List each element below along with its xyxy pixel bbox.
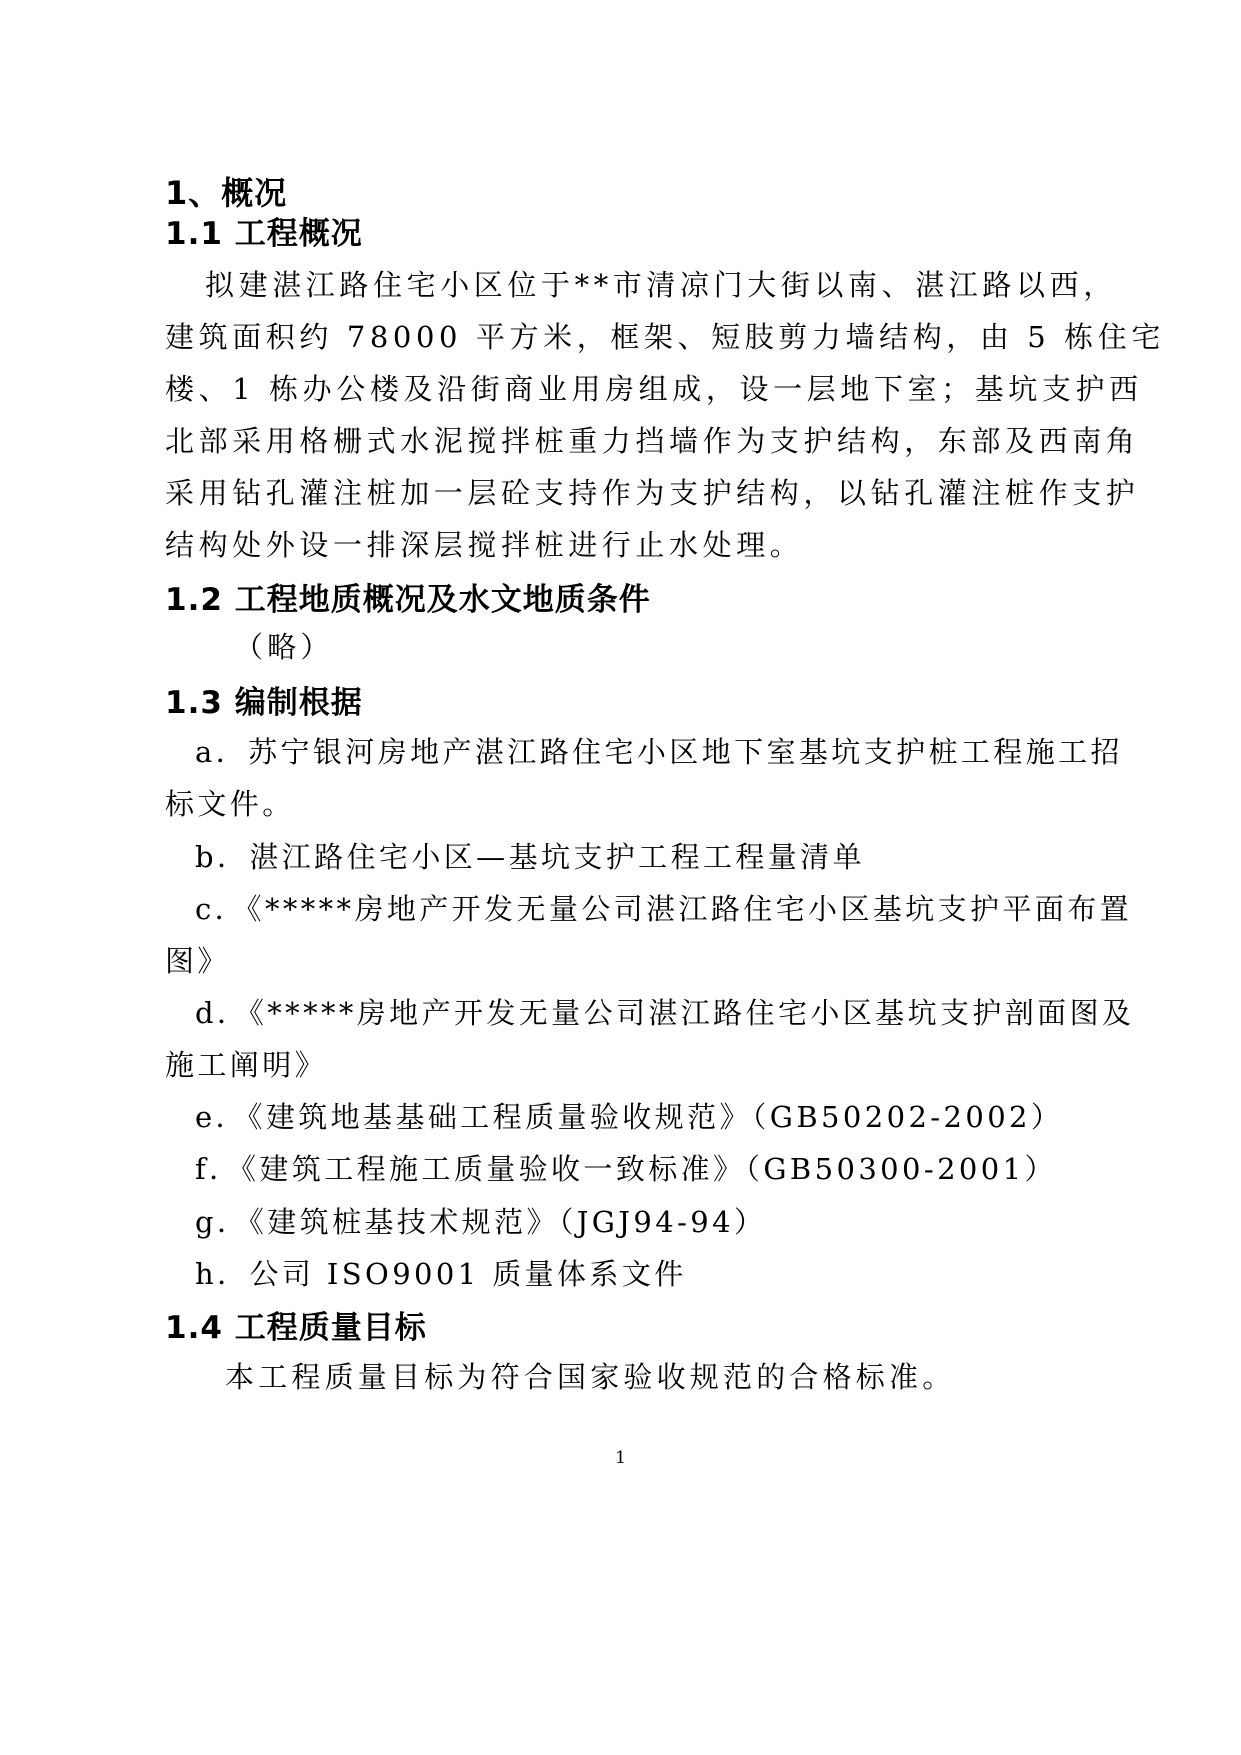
reference-c: c．《*****房地产开发无量公司湛江路住宅小区基坑支护平面布置 [195, 892, 1133, 926]
reference-a: a．苏宁银河房地产湛江路住宅小区地下室基坑支护桩工程施工招 [195, 735, 1123, 769]
section-1-4-body: 本工程质量目标为符合国家验收规范的合格标准。 [225, 1360, 956, 1394]
reference-h: h．公司 ISO9001 质量体系文件 [195, 1257, 687, 1291]
section-1-4-heading: 1.4 工程质量目标 [165, 1310, 427, 1346]
reference-d-cont: 施工阐明》 [165, 1048, 328, 1082]
reference-f: f．《建筑工程施工质量验收一致标准》（GB50300-2001） [195, 1152, 1057, 1186]
section-1-3-heading: 1.3 编制根据 [165, 685, 363, 721]
paragraph-line: 北部采用格栅式水泥搅拌桩重力挡墙作为支护结构，东部及西南角 [165, 424, 1140, 458]
section-1-2-heading: 1.2 工程地质概况及水文地质条件 [165, 582, 651, 618]
reference-b: b．湛江路住宅小区—基坑支护工程工程量清单 [195, 840, 865, 874]
paragraph-line: 采用钻孔灌注桩加一层砼支持作为支护结构，以钻孔灌注桩作支护 [165, 476, 1140, 510]
reference-d: d．《*****房地产开发无量公司湛江路住宅小区基坑支护剖面图及 [195, 996, 1135, 1030]
reference-e: e．《建筑地基基础工程质量验收规范》（GB50202-2002） [195, 1100, 1064, 1134]
paragraph-line: 楼、1 栋办公楼及沿街商业用房组成，设一层地下室；基坑支护西 [165, 372, 1143, 406]
reference-a-cont: 标文件。 [165, 787, 295, 821]
page-number: 1 [615, 1448, 626, 1468]
reference-g: g．《建筑桩基技术规范》（JGJ94-94） [195, 1205, 767, 1239]
section-1-1-heading: 1.1 工程概况 [165, 216, 363, 252]
section-1-heading: 1、概况 [165, 174, 288, 212]
reference-c-cont: 图》 [165, 944, 230, 978]
paragraph-line: 拟建湛江路住宅小区位于**市清凉门大街以南、湛江路以西， [205, 268, 1117, 302]
paragraph-line: 建筑面积约 78000 平方米，框架、短肢剪力墙结构，由 5 栋住宅 [165, 320, 1165, 354]
section-1-2-body: （略） [234, 630, 334, 664]
paragraph-line: 结构处外设一排深层搅拌桩进行止水处理。 [165, 528, 804, 562]
